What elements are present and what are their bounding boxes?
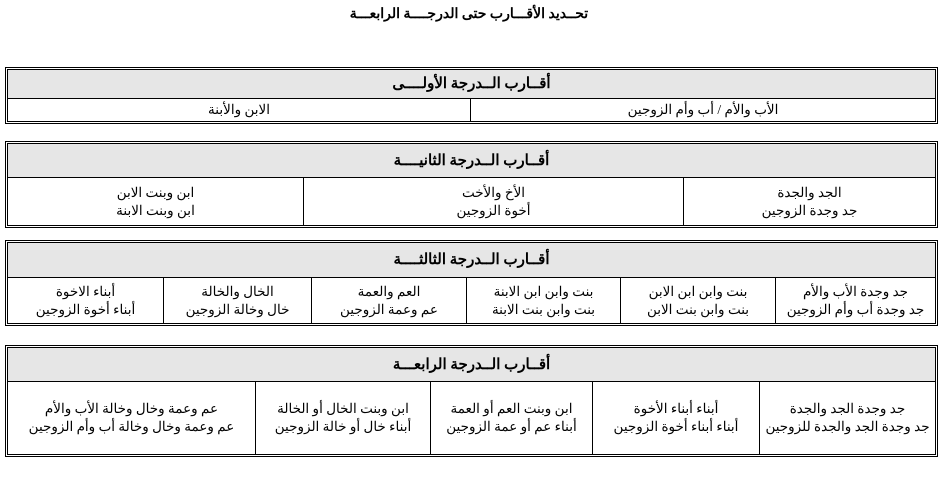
table-row — [8, 99, 935, 121]
cell-line: جد وجدة أب وأم الزوجين — [786, 301, 925, 317]
cell-line: أبناء أبناء أخوة الزوجين — [613, 419, 739, 434]
cell-line: بنت وابن بنت الابنة — [491, 301, 596, 317]
cell-line: جد وجدة الأب والأم — [802, 283, 909, 299]
cell-line: الخال والخالة — [201, 283, 274, 299]
cell-line: أبناء خال أو خالة الزوجين — [274, 419, 412, 434]
section-heading: أقــارب الــدرجة الثانيــــة — [8, 144, 935, 178]
table-cell — [8, 178, 303, 225]
cell-line: عم وعمة وخال وخالة الأب والأم — [44, 401, 219, 416]
cell-line: بنت وابن ابن الابنة — [493, 283, 594, 299]
table-cell — [470, 99, 935, 121]
third-degree-section — [5, 240, 938, 326]
table-cell — [683, 178, 935, 225]
table-cell — [466, 278, 620, 323]
table-cell — [163, 278, 311, 323]
fourth-degree-section — [5, 345, 938, 457]
table-cell — [592, 382, 759, 454]
table-cell — [311, 278, 466, 323]
cell-line: عم وعمة الزوجين — [340, 301, 438, 317]
page-title: تحــديد الأقـــارب حتى الدرجــــة الرابعـــة — [349, 7, 589, 22]
cell-line: بنت وابن بنت الابن — [646, 301, 750, 317]
section-heading: أقــارب الــدرجة الأولــــى — [8, 70, 935, 99]
table-cell — [8, 99, 470, 121]
table-row — [8, 278, 935, 323]
cell-line: أبناء الاخوة — [55, 283, 116, 299]
table-row — [8, 382, 935, 454]
cell-line: عم وعمة وخال وخالة أب وأم الزوجين — [28, 419, 235, 434]
cell-line: أبناء أخوة الزوجين — [35, 301, 136, 317]
cell-line: ابن وبنت العم أو العمة — [450, 401, 573, 416]
cell-line: الأب والأم / أب وأم الزوجين — [627, 102, 779, 117]
cell-line: أبناء أبناء الأخوة — [633, 401, 719, 416]
table-cell — [775, 278, 935, 323]
section-heading: أقــارب الــدرجة الثالثــــة — [8, 243, 935, 278]
table-cell — [303, 178, 683, 225]
cell-line: ابن وبنت الابنة — [116, 202, 195, 218]
cell-line: خال وخالة الزوجين — [185, 301, 290, 317]
table-cell — [8, 382, 255, 454]
table-cell — [430, 382, 592, 454]
cell-line: أبناء عم أو عمة الزوجين — [446, 419, 577, 434]
section-heading: أقــارب الــدرجة الرابعـــة — [8, 348, 935, 382]
cell-line: الابن والأبنة — [208, 102, 270, 117]
second-degree-section — [5, 141, 938, 228]
cell-line: ابن وبنت الابن — [116, 184, 195, 200]
cell-line: جد وجدة الجد والجدة للزوجين — [765, 419, 930, 434]
cell-line: جد وجدة الزوجين — [761, 202, 858, 218]
cell-line: أخوة الزوجين — [456, 202, 531, 218]
cell-line: الجد والجدة — [777, 184, 842, 200]
cell-line: بنت وابن ابن الابن — [648, 283, 748, 299]
first-degree-section — [5, 67, 938, 124]
cell-line: ابن وبنت الخال أو الخالة — [277, 401, 409, 416]
table-cell — [8, 278, 163, 323]
table-cell — [255, 382, 430, 454]
table-row — [8, 178, 935, 225]
table-cell — [759, 382, 935, 454]
cell-line: جد وجدة الجد والجدة — [789, 401, 906, 416]
cell-line: العم والعمة — [357, 283, 421, 299]
cell-line: الأخ والأخت — [461, 184, 526, 200]
table-cell — [620, 278, 775, 323]
